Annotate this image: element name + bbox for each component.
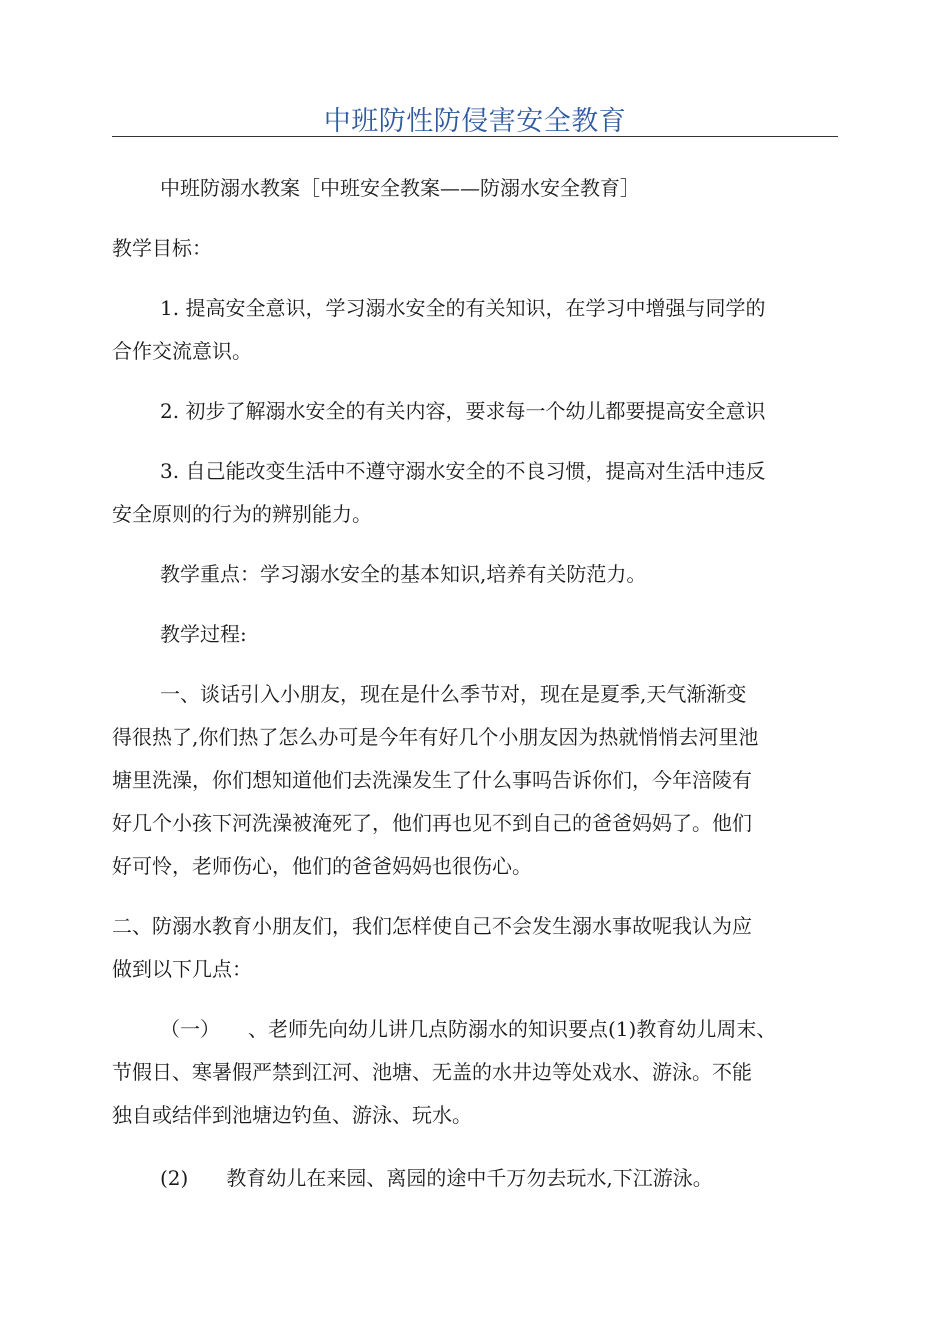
goals-heading: 教学目标： xyxy=(112,236,212,260)
sub-1-line-3: 独自或结伴到池塘边钓鱼、游泳、玩水。 xyxy=(112,1103,472,1127)
sub-2-label: (2) xyxy=(160,1166,189,1190)
part-2-line-2: 做到以下几点： xyxy=(112,957,252,981)
sub-1-line-2: 节假日、寒暑假严禁到江河、池塘、无盖的水井边等处戏水、游泳。不能 xyxy=(112,1060,752,1084)
sub-1-label: （一） xyxy=(160,1017,220,1041)
part-1-line-3: 塘里洗澡，你们想知道他们去洗澡发生了什么事吗告诉你们，今年涪陵有 xyxy=(112,768,752,792)
key-point: 教学重点：学习溺水安全的基本知识,培养有关防范力。 xyxy=(160,562,647,586)
goal-3-line-1: 3. 自己能改变生活中不遵守溺水安全的不良习惯，提高对生活中违反 xyxy=(160,459,766,483)
title-underline xyxy=(112,136,838,137)
part-2-line-1: 二、防溺水教育小朋友们，我们怎样使自己不会发生溺水事故呢我认为应 xyxy=(112,914,752,938)
goal-3-line-2: 安全原则的行为的辨别能力。 xyxy=(112,502,372,526)
sub-1-text: 、老师先向幼儿讲几点防溺水的知识要点(1)教育幼儿周末、 xyxy=(248,1017,777,1041)
lesson-subtitle: 中班防溺水教案［中班安全教案——防溺水安全教育］ xyxy=(160,176,640,200)
process-heading: 教学过程: xyxy=(160,622,247,646)
part-1-line-5: 好可怜，老师伤心，他们的爸爸妈妈也很伤心。 xyxy=(112,854,532,878)
goal-1-line-1: 1. 提高安全意识，学习溺水安全的有关知识，在学习中增强与同学的 xyxy=(160,296,766,320)
part-1-line-1: 一、谈话引入小朋友，现在是什么季节对，现在是夏季,天气渐渐变 xyxy=(160,682,747,706)
part-1-line-2: 得很热了,你们热了怎么办可是今年有好几个小朋友因为热就悄悄去河里池 xyxy=(112,725,759,749)
goal-1-line-2: 合作交流意识。 xyxy=(112,339,252,363)
sub-2-text: 教育幼儿在来园、离园的途中千万勿去玩水,下江游泳。 xyxy=(226,1166,713,1190)
document-title: 中班防性防侵害安全教育 xyxy=(323,106,627,137)
sub-1-line-1 xyxy=(112,1008,838,1051)
part-1-line-4: 好几个小孩下河洗澡被淹死了，他们再也见不到自己的爸爸妈妈了。他们 xyxy=(112,811,752,835)
goal-2: 2. 初步了解溺水安全的有关内容，要求每一个幼儿都要提高安全意识 xyxy=(160,399,766,423)
sub-2-line xyxy=(112,1157,838,1200)
